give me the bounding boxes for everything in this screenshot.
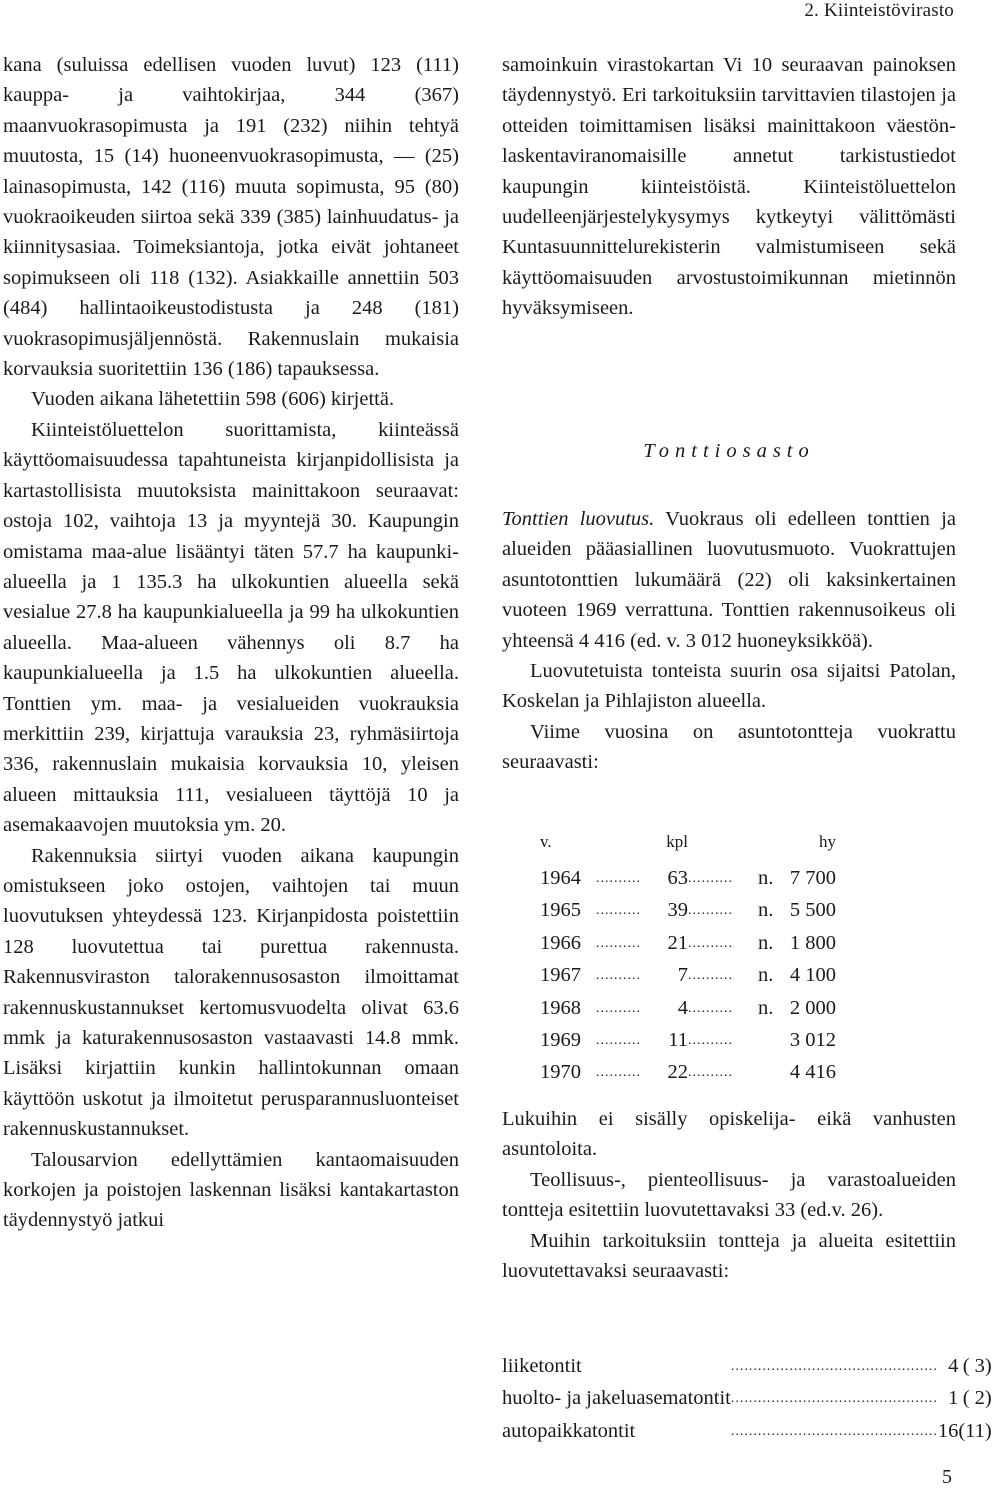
after-table-paragraph-2: Teollisuus-, pienteollisuus- ja varastoalueiden tontteja esitettiin luovutettavaksi 33 (ed.v. 26). [502,1168,956,1222]
rent-table-header [540,832,836,862]
row-approx: n. [758,867,774,889]
row-year: 1966 [540,931,581,954]
plot-count: 1 [948,1387,959,1410]
leader-dots: .......... [688,871,733,886]
plot-previous: ( 3) [962,1355,992,1377]
row-approx: n. [758,996,774,1019]
header-year: v. [540,832,552,851]
row-year: 1965 [540,899,581,922]
after-table-paragraph-3: Muihin tarkoituksiin tontteja ja alueita esitettiin luovutettavaksi seuraavasti: [502,1229,956,1283]
right-column-top [502,50,956,324]
row-count: 22 [667,1061,688,1084]
right-paragraph-1: samoinkuin virastokartan Vi 10 seuraavan painoksen täydennystyö. Eri tarkoituksiin tarvittavien tilastojen ja otteiden toimittamisen lisäksi mainittakoon väestönlaskentaviranomaisille annetut tarkistustiedot kaupungin kiinteistöistä. Kiinteistöluettelon uudelleenjärjestelykysymys kytkeytyi välittömästi Kuntasuunnittelurekisterin valmistumiseen sekä käyttöomaisuuden arvostustoimikunnan mietinnön hyväksymiseen. [502,54,956,320]
row-units: 7 700 [789,867,836,889]
row-approx: n. [758,899,774,922]
plot-label: liiketontit [502,1355,582,1377]
header-count: kpl [666,832,688,851]
table-row [540,1056,836,1088]
after-table-section [502,1104,956,1286]
table-row [540,862,836,894]
table-row [540,992,836,1024]
plots-paragraph-1-text: Vuokraus oli edelleen tonttien ja alueiden pääasiallinen luovutusmuoto. Vuokrattujen asuntotonttien lukumäärä (22) oli kaksinkertainen vuoteen 1969 verrattuna. Tonttien rakennusoikeus oli yhteensä 4 416 (ed. v. 3 012 huoneyksikköä). [502,508,956,652]
row-count: 7 [677,964,688,987]
left-paragraph-5: Talousarvion edellyttämien kantaomaisuuden korkojen ja poistojen laskennan lisäksi kantakartaston täydennystyö jatkui [3,1148,459,1232]
row-year: 1969 [540,1029,581,1052]
leader-dots: .......... [688,1065,733,1081]
row-count: 11 [668,1029,688,1052]
leader-dots: .......... [688,903,733,919]
row-approx [758,1024,782,1056]
after-table-paragraph-1: Lukuihin ei sisälly opiskelija- eikä vanhusten asuntoloita. [502,1108,956,1161]
row-units: 2 000 [789,996,836,1019]
plot-previous: (11) [958,1419,992,1442]
list-item [502,1382,992,1414]
leader-dots: .......... [596,903,641,919]
rent-table [540,832,836,1089]
row-units: 5 500 [789,899,836,922]
leader-dots: .......... [596,968,641,984]
leader-dots: .......... [688,968,733,984]
row-year: 1964 [540,867,581,889]
run-in-heading: Tonttien luovutus. [502,508,655,530]
row-units: 4 416 [789,1061,836,1084]
plot-count: 4 [948,1355,959,1377]
row-year: 1967 [540,964,581,987]
plots-paragraph-1 [502,504,956,656]
leader-dots: .............................................. [730,1423,938,1439]
leader-dots: .......... [688,1033,733,1049]
plot-label: autopaikkatontit [502,1419,636,1442]
section-heading: Tonttiosasto [643,440,815,462]
leader-dots: .......... [596,871,641,886]
row-year: 1968 [540,996,581,1019]
row-count: 39 [667,899,688,922]
row-count: 4 [677,996,688,1019]
leader-dots: .......... [688,935,733,951]
list-item [502,1350,992,1382]
left-paragraph-2: Vuoden aikana lähetettiin 598 (606) kirjettä. [31,388,395,411]
list-item [502,1415,992,1447]
row-approx: n. [758,931,774,954]
running-head: 2. Kiinteistövirasto [804,0,954,21]
leader-dots: .......... [596,1000,641,1016]
leader-dots: .............................................. [730,1391,938,1407]
plots-paragraph-2: Luovutetuista tonteista suurin osa sijaitsi Patolan, Koskelan ja Pihlajiston alueella. [502,660,956,713]
row-approx: n. [758,964,774,987]
left-paragraph-4: Rakennuksia siirtyi vuoden aikana kaupungin omistukseen joko ostojen, vaihtojen tai muun luovutuksen yhteydessä 123. Kirjanpidosta poistettiin 128 luovutettua tai purettua rakennusta. Rakennusviraston talorakennusosaston ilmoittamat rakennuskustannukset kertomusvuodelta olivat 63.6 mmk ja katurakennusosaston vastaavasti 14.8 mmk. Lisäksi kirjattiin kunkin hallintokunnan omaan käyttöön uskotut ja ilmoitetut perusparannusluonteiset rakennuskustannukset. [3,844,459,1141]
table-row [540,959,836,991]
page-number: 5 [942,1466,952,1488]
row-units: 1 800 [789,931,836,954]
left-column [3,50,459,1236]
plot-label: huolto- ja jakeluasematontit [502,1387,731,1410]
plot-count: 16 [937,1419,959,1442]
table-row [540,1024,836,1056]
row-count: 21 [667,931,688,954]
row-year: 1970 [540,1061,581,1084]
header-units: hy [819,832,836,851]
leader-dots: .......... [596,1065,641,1081]
leader-dots: .......... [596,935,641,951]
leader-dots: .......... [688,1000,733,1016]
plot-previous: ( 2) [962,1387,992,1410]
row-units: 3 012 [789,1029,836,1052]
leader-dots: .......... [596,1033,641,1049]
leader-dots: .............................................. [730,1359,938,1374]
plots-paragraph-3: Viime vuosina on asuntotontteja vuokrattu seuraavasti: [502,720,956,774]
row-count: 63 [667,867,688,889]
left-paragraph-3: Kiinteistöluettelon suorittamista, kiinteässä käyttöomaisuudessa tapahtuneista kirjanpidollisista ja kartastollisista muutoksista mainittakoon seuraavat: ostoja 102, vaihtoja 13 ja myyntejä 30. Kaupungin omistama maa-alue lisääntyi täten 57.7 ha kaupunkialueella ja 1 135.3 ha ulkokuntien alueella sekä vesialue 27.8 ha kaupunkialueella ja 99 ha ulkokuntien alueella. Maa-alueen vähennys oli 8.7 ha kaupunkialueella ja 1.5 ha ulkokuntien alueella. Tonttien ym. maa- ja vesialueiden vuokrauksia merkittiin 239, kirjattuja varauksia 23, ryhmäsiirtoja 336, rakennuslain mukaisia korvauksia 10, yleisen alueen mittauksia 111, vesialueen täyttöjä 10 ja asemakaavojen muutoksia ym. 20. [3,418,459,837]
left-paragraph-1: kana (suluissa edellisen vuoden luvut) 123 (111) kauppa- ja vaihtokirjaa, 344 (367) maanvuokrasopimusta ja 191 (232) niihin tehtyä muutosta, 15 (14) huoneenvuokrasopimusta, — (25) lainasopimusta, 142 (116) muuta sopimusta, 95 (80) vuokraoikeuden siirtoa sekä 339 (385) lainhuudatus- ja kiinnitysasiaa. Toimeksiantoja, jotka eivät johtaneet sopimukseen oli 118 (132). Asiakkaille annettiin 503 (484) hallintaoikeustodistusta ja 248 (181) vuokrasopimusjäljennöstä. Rakennuslain mukaisia korvauksia suoritettiin 136 (186) tapauksessa. [3,54,459,381]
table-row [540,927,836,959]
other-plots-list [502,1350,992,1447]
plots-section [502,504,956,778]
table-row [540,894,836,926]
row-units: 4 100 [789,964,836,987]
row-approx [758,1056,782,1088]
